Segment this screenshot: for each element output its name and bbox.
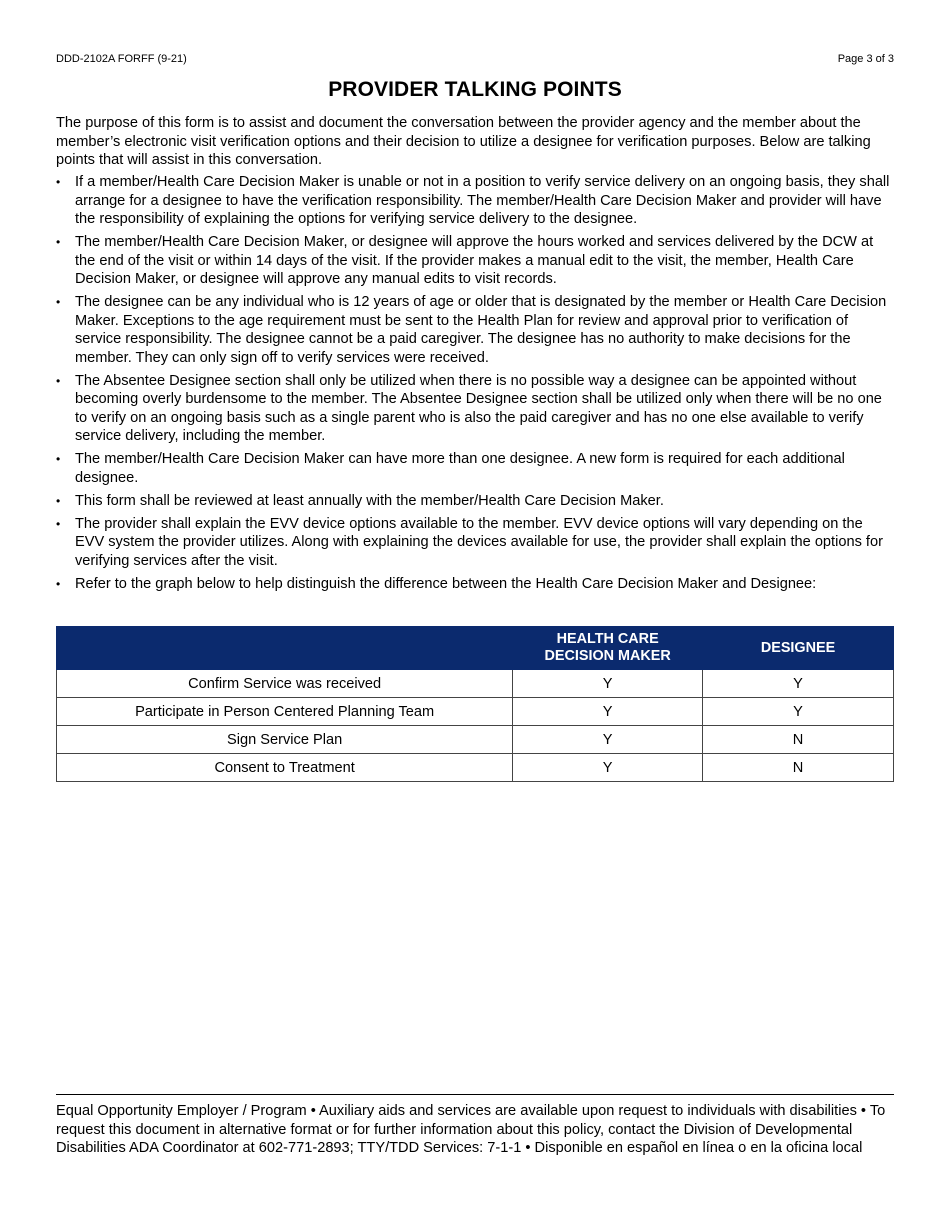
header-cell-blank [57,627,513,670]
list-item [56,575,894,594]
designee-value: Y [703,670,894,698]
list-item [56,293,894,367]
list-item-text: The designee can be any individual who is 12 years of age or older that is designated by the member or Health Care Decision Maker. Exceptions to the age requirement must be sent to the Health Plan for review and approval prior to verification of service responsibility. The designee cannot be a paid caregiver. The designee has no authority to make decisions for the member. They can only sign off to verify services were received. [75,294,887,366]
bullet-icon: • [56,452,61,466]
table-row [57,670,894,698]
comparison-table [56,626,894,782]
list-item [56,450,894,487]
talking-points-list [56,173,894,598]
bullet-icon: • [56,295,61,309]
table-row [57,726,894,754]
table-header-row [57,627,894,670]
document-page [56,0,894,1230]
row-label: Consent to Treatment [57,754,513,782]
footer-divider [56,1094,894,1095]
list-item-text: The member/Health Care Decision Maker can have more than one designee. A new form is required for each additional designee. [75,451,845,486]
designee-value: N [703,754,894,782]
list-item [56,372,894,446]
hcdm-value: Y [513,698,703,726]
header-hcdm-line1: HEALTH CARE [556,631,659,647]
bullet-icon: • [56,373,61,388]
table-row [57,698,894,726]
bullet-icon: • [56,516,61,531]
bullet-icon: • [56,175,61,189]
list-item-text: The member/Health Care Decision Maker, or designee will approve the hours worked and services delivered by the DCW at the end of the visit or within 14 days of the visit. If the provider makes a manual edit to the visit, the member, Health Care Decision Maker, or designee will approve any manual edits to visit records. [75,234,874,287]
designee-value: N [703,726,894,754]
intro-paragraph: The purpose of this form is to assist and document the conversation between the provider agency and the member about the member’s electronic visit verification options and their decision to utilize a designee for verification purposes. Below are talking points that will assist in this conversation. [56,115,871,168]
bullet-icon: • [56,493,61,508]
footer-notice: Equal Opportunity Employer / Program • Auxiliary aids and services are available upon request to individuals with disabilities • To request this document in alternative format or for further information about this policy, contact the Division of Developmental Disabilities ADA Coordinator at 602-771-2893; TTY/TDD Services: 7-1-1 • Disponible en español en línea o en la oficina local [56,1103,886,1156]
header-cell-designee: DESIGNEE [703,627,894,670]
hcdm-value: Y [513,726,703,754]
header-hcdm-line2: DECISION MAKER [544,648,671,664]
bullet-icon: • [56,235,61,249]
page-title: PROVIDER TALKING POINTS [328,78,622,101]
list-item-text: The provider shall explain the EVV device options available to the member. EVV device options will vary depending on the EVV system the provider utilizes. Along with explaining the devices available for use, the provider shall explain the options for verifying services after the visit. [75,515,883,569]
bullet-icon: • [56,576,61,591]
page-number: Page 3 of 3 [837,53,894,65]
form-code: DDD-2102A FORFF (9-21) [56,53,187,65]
list-item-text: Refer to the graph below to help distinguish the difference between the Health Care Decision Maker and Designee: [75,575,817,592]
row-label: Participate in Person Centered Planning Team [57,698,513,726]
list-item [56,515,894,571]
hcdm-value: Y [513,754,703,782]
list-item [56,173,894,229]
list-item [56,233,894,289]
designee-value: Y [703,698,894,726]
list-item-text: If a member/Health Care Decision Maker is unable or not in a position to verify service delivery on an ongoing basis, they shall arrange for a designee to have the verification responsibility. The member/Health Care Decision Maker and provider will have the responsibility of explaining the options for verifying service delivery to the designee. [75,174,890,227]
header-cell-health-care-decision-maker [513,627,703,670]
hcdm-value: Y [513,670,703,698]
list-item-text: The Absentee Designee section shall only be utilized when there is no possible way a designee can be appointed without becoming overly burdensome to the member. The Absentee Designee section shall be utilized only when there will be no one to verify on an ongoing basis such as a single parent who is also the paid caregiver and has no one else available to verify service delivery, including the member. [75,372,882,444]
table-row [57,754,894,782]
list-item [56,492,894,511]
list-item-text: This form shall be reviewed at least annually with the member/Health Care Decision Maker. [75,492,664,509]
row-label: Sign Service Plan [57,726,513,754]
row-label: Confirm Service was received [57,670,513,698]
page-header [56,53,894,65]
